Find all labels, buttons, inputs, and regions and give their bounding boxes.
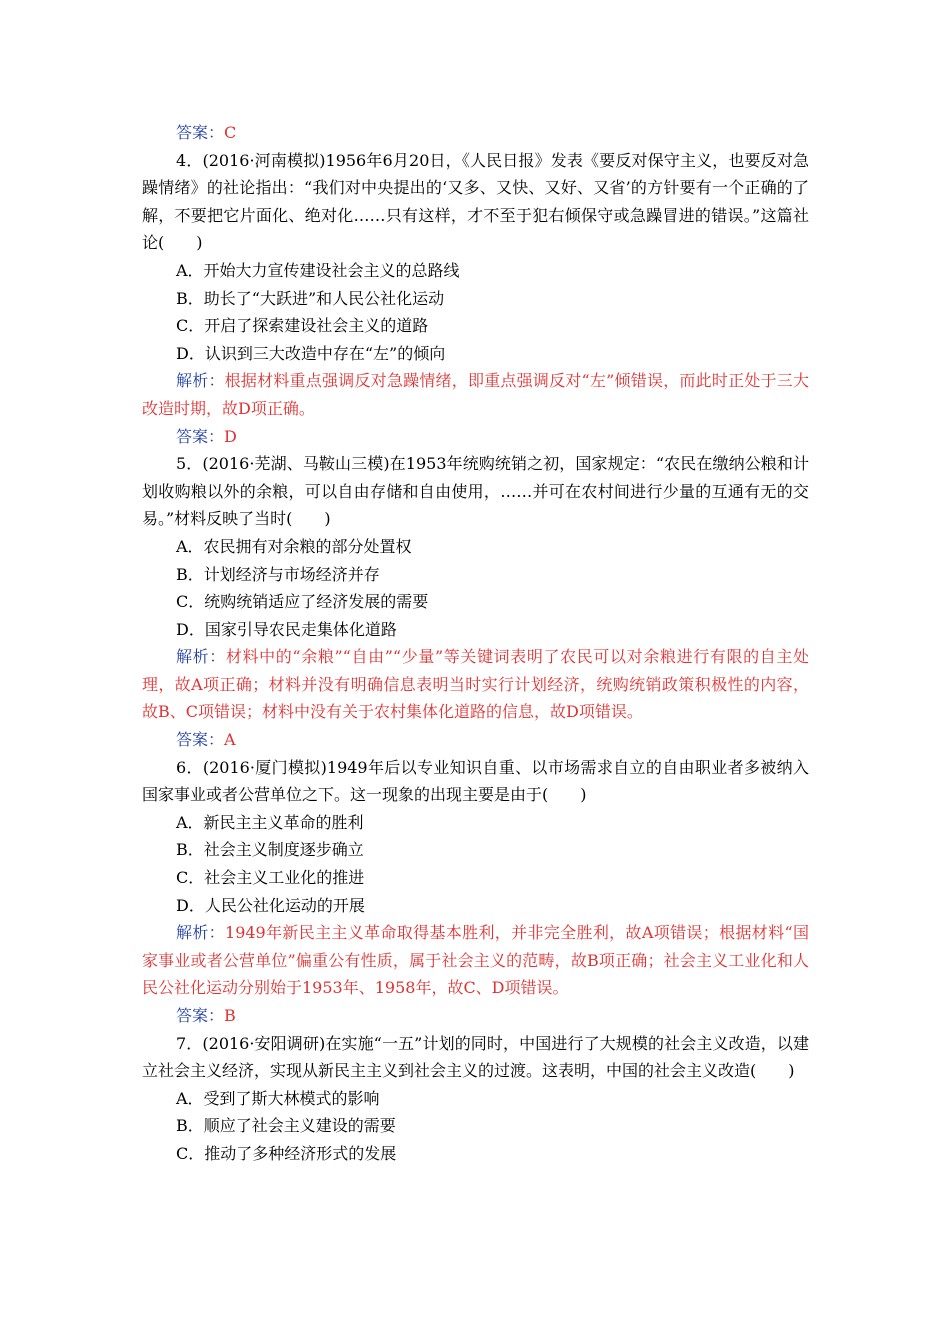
analysis-text: 1949年新民主主义革命取得基本胜利，并非完全胜利，故A项错误；根据材料“国家事业或者公营单位”偏重公有性质，属于社会主义的范畴，故B项正确；社会主义工业化和人民公社化运动分别始于1953年、1958年，故C、D项错误。 xyxy=(142,923,809,998)
analysis-paragraph xyxy=(142,643,809,726)
analysis-text: 根据材料重点强调反对急躁情绪，即重点强调反对“左”倾错误，而此时正处于三大改造时期，故D项正确。 xyxy=(142,371,809,418)
option-d: D．国家引导农民走集体化道路 xyxy=(176,619,397,639)
answer-label: 答案： xyxy=(176,123,225,142)
answer-line xyxy=(142,423,809,451)
option-b: B．顺应了社会主义建设的需要 xyxy=(176,1116,396,1136)
option-b: B．社会主义制度逐步确立 xyxy=(176,840,364,860)
option-c: C．开启了探索建设社会主义的道路 xyxy=(176,316,429,336)
answer-label: 答案： xyxy=(176,1006,225,1025)
question-stem: 7．(2016·安阳调研)在实施“一五”计划的同时，中国进行了大规模的社会主义改造，以建立社会主义经济，实现从新民主主义到社会主义的过渡。这表明，中国的社会主义改造( ) xyxy=(142,1033,809,1081)
option-a: A．开始大力宣传建设社会主义的总路线 xyxy=(176,260,460,280)
option-d: D．认识到三大改造中存在“左”的倾向 xyxy=(176,343,446,363)
option-b: B．助长了“大跃进”和人民公社化运动 xyxy=(176,288,445,308)
option-c: C．推动了多种经济形式的发展 xyxy=(176,1143,397,1163)
question-stem: 6．(2016·厦门模拟)1949年后以专业知识自重、以市场需求自立的自由职业者多被纳入国家事业或者公营单位之下。这一现象的出现主要是由于( ) xyxy=(142,757,809,805)
option-a: A．受到了斯大林模式的影响 xyxy=(176,1088,380,1108)
answer-value: D xyxy=(224,426,237,446)
option-a: A．农民拥有对余粮的部分处置权 xyxy=(176,536,412,556)
analysis-label: 解析： xyxy=(176,371,225,391)
analysis-label: 解析： xyxy=(176,647,226,667)
answer-value: A xyxy=(224,730,236,750)
answer-line xyxy=(142,1002,809,1030)
answer-line xyxy=(142,726,809,754)
answer-value: B xyxy=(224,1006,236,1025)
document-content xyxy=(142,119,809,1168)
answer-label: 答案： xyxy=(176,730,225,750)
question-stem: 5．(2016·芜湖、马鞍山三模)在1953年统购统销之初，国家规定：“农民在缴纳公粮和计划收购粮以外的余粮，可以自由存储和自由使用，……并可在农村间进行少量的互通有无的交易。”材料反映了当时( ) xyxy=(142,454,809,529)
question-stem: 4．(2016·河南模拟)1956年6月20日，《人民日报》发表《要反对保守主义，也要反对急躁情绪》的社论指出：“我们对中央提出的‘又多、又快、又好、又省’的方针要有一个正确的了解，不要把它片面化、绝对化……只有这样，才不至于犯右倾保守或急躁冒进的错误。”这篇社论( ) xyxy=(142,150,809,253)
analysis-paragraph xyxy=(142,367,809,422)
analysis-text: 材料中的“余粮”“自由”“少量”等关键词表明了农民可以对余粮进行有限的自主处理，故A项正确；材料并没有明确信息表明当时实行计划经济，统购统销政策积极性的内容，故B、C项错误；材料中没有关于农村集体化道路的信息，故D项错误。 xyxy=(142,647,809,722)
option-b: B．计划经济与市场经济并存 xyxy=(176,564,380,584)
option-c: C．社会主义工业化的推进 xyxy=(176,868,365,888)
analysis-paragraph xyxy=(142,919,809,1002)
option-c: C．统购统销适应了经济发展的需要 xyxy=(176,592,429,612)
answer-line xyxy=(142,119,809,147)
option-d: D．人民公社化运动的开展 xyxy=(176,895,365,915)
analysis-label: 解析： xyxy=(176,923,226,943)
answer-label: 答案： xyxy=(176,426,225,446)
answer-value: C xyxy=(224,123,237,142)
option-a: A．新民主主义革命的胜利 xyxy=(176,812,364,832)
